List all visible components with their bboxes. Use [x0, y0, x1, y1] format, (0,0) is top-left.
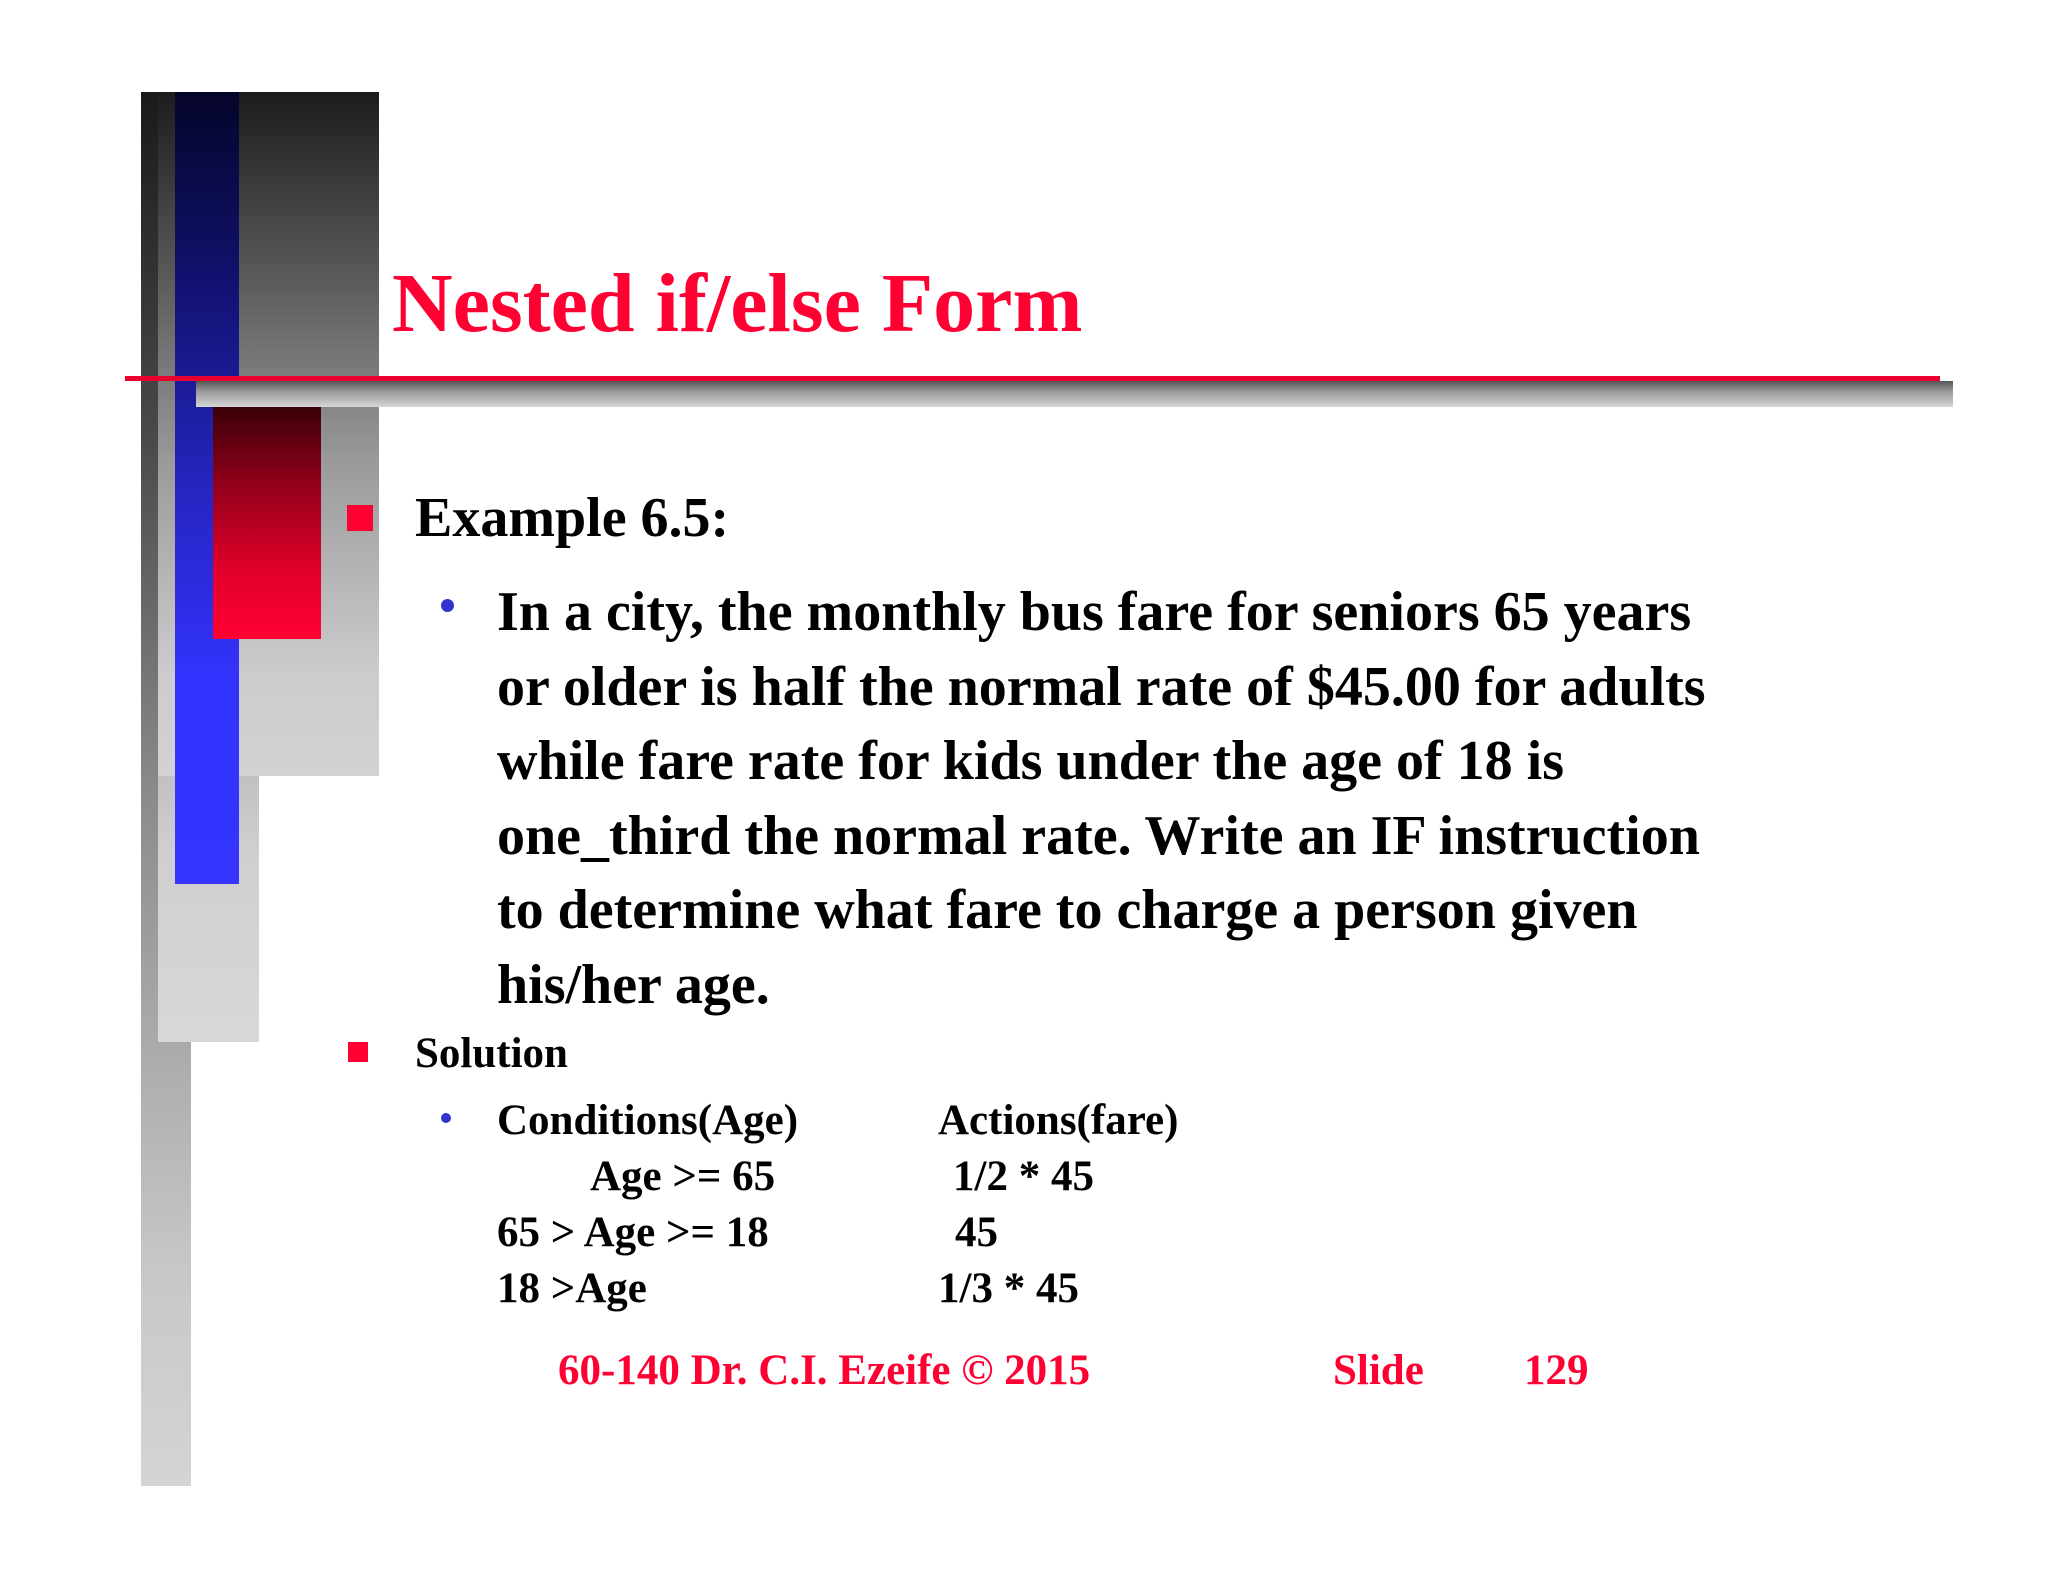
footer-slide-label: Slide — [1333, 1347, 1424, 1394]
problem-line: In a city, the monthly bus fare for seniors 65 years — [497, 581, 1692, 643]
square-bullet-icon — [348, 1042, 368, 1062]
footer-slide-number: 129 — [1524, 1347, 1589, 1394]
example-heading: Example 6.5: — [415, 487, 730, 549]
condition-cell: 18 >Age — [497, 1265, 647, 1312]
problem-statement — [497, 575, 1897, 1022]
problem-line: or older is half the normal rate of $45.00 for adults — [497, 655, 1706, 718]
solution-heading: Solution — [415, 1030, 568, 1077]
dot-bullet-icon — [441, 599, 454, 612]
condition-cell: Age >= 65 — [590, 1153, 776, 1200]
problem-line: his/her age. — [497, 953, 770, 1016]
problem-line: to determine what fare to charge a person given — [497, 879, 1638, 941]
title-rule — [125, 376, 1940, 381]
conditions-header: Conditions(Age) — [497, 1097, 799, 1144]
action-cell: 45 — [955, 1209, 998, 1256]
actions-header: Actions(fare) — [938, 1097, 1179, 1144]
slide-title: Nested if/else Form — [392, 257, 1083, 350]
footer-course: 60-140 Dr. C.I. Ezeife © 2015 — [558, 1347, 1091, 1394]
problem-line: one_third the normal rate. Write an IF instruction — [497, 804, 1700, 867]
condition-cell: 65 > Age >= 18 — [497, 1209, 769, 1256]
action-cell: 1/3 * 45 — [938, 1265, 1079, 1312]
problem-line: while fare rate for kids under the age of 18 is — [497, 730, 1565, 792]
action-cell: 1/2 * 45 — [953, 1153, 1094, 1200]
title-rule-shadow — [196, 381, 1953, 407]
dot-bullet-icon — [441, 1113, 451, 1123]
decorative-red-block — [213, 407, 321, 639]
square-bullet-icon — [347, 505, 373, 531]
